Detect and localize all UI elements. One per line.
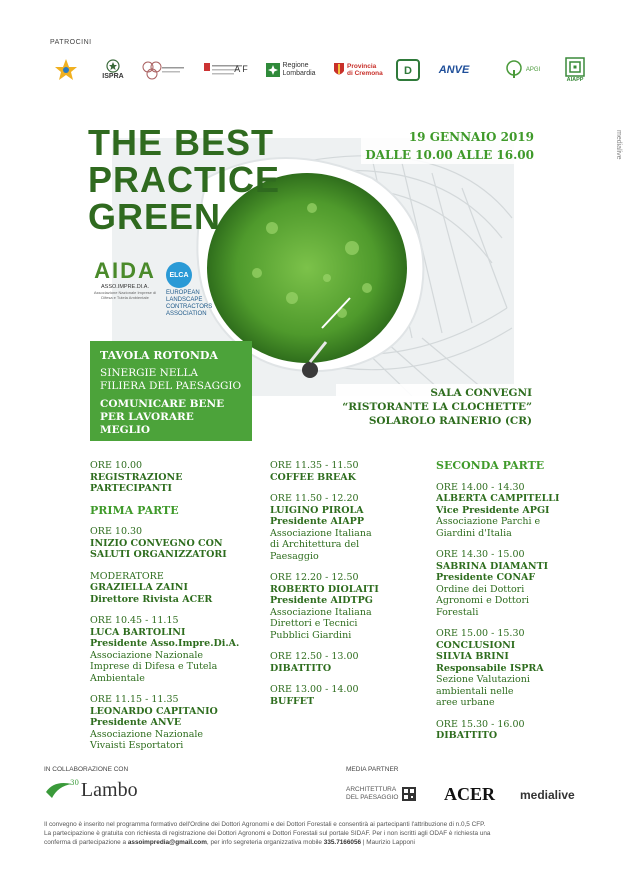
aida-sub2: Associazione Nazionale Imprese di Difesa e Tutela Ambientale [93, 290, 157, 300]
round-table-box [90, 341, 252, 441]
item-title: DIBATTITO [436, 730, 498, 741]
speaker-name: ROBERTO DIOLAITI [270, 583, 379, 595]
time: ORE 10.00 [90, 460, 143, 471]
item-title: REGISTRAZIONE PARTECIPANTI [90, 471, 183, 494]
circles-icon [140, 59, 186, 81]
provincia-text: Provincia di Cremona [347, 62, 383, 77]
aiapp-logo [562, 55, 588, 85]
speaker-role: Vice Presidente APGI [436, 504, 550, 516]
medialive-logo: medialive [520, 788, 575, 802]
ispra-text: ISPRA [102, 73, 124, 81]
speaker-org: Ordine dei Dottori Agronomi e Dottori Forestali [436, 583, 530, 618]
elca-circle [166, 262, 192, 288]
speaker-name: GRAZIELLA ZAINI [90, 582, 188, 593]
program-block [90, 460, 250, 495]
footer-line-1: Il convegno è inserito nel programma formativo dell'Ordine dei Dottori Agronomi e dei Dottori Forestali e consentirà ai partecipanti l'attribuzione di n.0,5 CFP. [44, 821, 486, 828]
speaker-org: Associazione Italiana Direttori e Tecnici Pubblici Giardini [270, 606, 372, 641]
speaker-role: Presidente AIDTPG [270, 595, 373, 606]
date-line-2: DALLE 10.00 ALLE 16.00 [365, 148, 534, 162]
venue-line-2: “RISTORANTE LA CLOCHETTE” [342, 401, 532, 413]
time: ORE 15.00 - 15.30 [436, 628, 525, 639]
maze-icon [565, 57, 585, 77]
elca-logo-text: ELCA [169, 271, 189, 279]
sinergie-text: SINERGIE NELLA FILIERA DEL PAESAGGIO [100, 367, 242, 392]
program-block [436, 482, 586, 540]
media-partner-label: MEDIA PARTNER [346, 766, 399, 773]
d-icon [396, 59, 420, 81]
speaker-org: Associazione Nazionale Imprese di Difesa e Tutela Ambientale [90, 649, 218, 684]
event-title [88, 124, 280, 235]
ispra-logo [96, 55, 130, 85]
speaker-role: Presidente Asso.Impre.Di.A. [90, 638, 240, 649]
footer-line-3b: , per info segreteria organizzativa mobile [206, 839, 324, 846]
venue [336, 384, 538, 430]
footer-line-3 [44, 838, 592, 847]
aida-logo-text: AIDA [94, 258, 156, 283]
label: MODERATORE [90, 570, 164, 582]
time: ORE 15.30 - 16.00 [436, 718, 525, 730]
section-prima-parte: PRIMA PARTE [90, 503, 179, 517]
elca-logo [166, 262, 238, 318]
speaker-name: SABRINA DIAMANTI [436, 560, 549, 572]
svg-text:D: D [404, 65, 412, 77]
speaker-role: Presidente AIAPP [270, 516, 364, 527]
arch-line-1: ARCHITETTURA [346, 786, 397, 793]
crest-icon [333, 62, 345, 78]
program-block [270, 684, 430, 707]
time: ORE 13.00 - 14.00 [270, 684, 359, 695]
speaker-role: Direttore Rivista ACER [90, 593, 213, 605]
speaker-org: Associazione Italiana di Architettura del Paesaggio [270, 527, 372, 562]
title-line-2: PRACTICE [88, 159, 281, 200]
lambo-name: Lambo [80, 778, 138, 801]
item-title: INIZIO CONVEGNO CON SALUTI ORGANIZZATORI [90, 537, 227, 560]
item-title: DIBATTITO [270, 662, 332, 674]
patrocini-label: PATROCINI [50, 39, 92, 46]
time: ORE 12.20 - 12.50 [270, 572, 359, 583]
time: ORE 11.15 - 11.35 [90, 694, 179, 705]
time: ORE 14.30 - 15.00 [436, 549, 525, 560]
program-column-2 [270, 460, 430, 717]
speaker-org: Sezione Valutazioni ambientali nelle aree urbane [436, 674, 530, 708]
tavola-rotonda: TAVOLA ROTONDA [100, 349, 218, 362]
acer-logo: ACER [444, 784, 496, 804]
footer-phone: 335.7166056 [323, 839, 362, 846]
program-block [270, 572, 430, 641]
speaker-role: Presidente ANVE [90, 717, 182, 728]
aiapp-text: AIAPP [566, 76, 584, 83]
comunicare-text: COMUNICARE BENE PER LAVORARE MEGLIO [100, 398, 225, 436]
emblem-icon [106, 59, 120, 73]
item-title: CONCLUSIONI [436, 639, 516, 651]
collab-label: IN COLLABORAZIONE CON [44, 766, 129, 773]
circles-logo [138, 55, 188, 85]
rose-icon [266, 63, 280, 77]
venue-line-1: SALA CONVEGNI [430, 387, 532, 399]
speaker-name: ALBERTA CAMPITELLI [436, 493, 560, 504]
time: ORE 14.00 - 14.30 [436, 481, 525, 493]
speaker-role: Presidente CONAF [436, 572, 536, 583]
program-block [270, 651, 430, 674]
apgi-logo [492, 55, 552, 85]
footer-line-2: La partecipazione è gratuita con richiesta di registrazione dei Dottori Agronomi e Dottori Forestali sul portale SIDAF. Per i non iscritti agli ODAF è richiesta una [44, 830, 491, 837]
lambo-num: 30 [70, 779, 79, 787]
speaker-name: LUCA BARTOLINI [90, 626, 186, 638]
program-block [270, 460, 430, 483]
program-block [90, 694, 250, 752]
regione-text: Regione Lombardia [282, 62, 316, 77]
time: ORE 10.45 - 11.15 [90, 615, 179, 626]
time: ORE 12.50 - 13.00 [270, 651, 359, 662]
footer-line-3a: conferma di partecipazione a [44, 839, 128, 846]
time: ORE 11.35 - 11.50 [270, 460, 359, 471]
provincia-cremona-logo [332, 55, 384, 85]
aida-sub1: ASSO.IMPRE.DI.A. [101, 284, 149, 290]
af-logo: A F [234, 64, 248, 75]
qr-icon [402, 787, 416, 801]
speaker-role: Responsabile ISPRA [436, 662, 544, 674]
venue-line-3: SOLAROLO RAINERIO (CR) [368, 415, 532, 427]
program-column-3 [436, 460, 586, 752]
section-seconda-parte: SECONDA PARTE [436, 459, 545, 472]
speaker-org: Associazione Nazionale Vivaisti Esportatori [90, 728, 204, 751]
item-title: BUFFET [270, 695, 315, 707]
time: ORE 11.50 - 12.20 [270, 493, 359, 504]
title-line-3: GREEN [88, 196, 222, 237]
side-label: medialive [615, 130, 622, 160]
apgi-text: APGI [525, 66, 541, 73]
program-block [90, 615, 250, 684]
speaker-name: LEONARDO CAPITANIO [90, 705, 218, 717]
time: ORE 10.30 [90, 526, 143, 537]
star-icon [53, 57, 79, 83]
speaker-name: LUIGINO PIROLA [270, 504, 364, 516]
title-line-1: THE BEST [88, 122, 275, 163]
speaker-name: SILVIA BRINI [436, 651, 509, 662]
date-line-1: 19 GENNAIO 2019 [408, 130, 534, 144]
d-logo [394, 55, 422, 85]
program-block [436, 549, 586, 618]
program-block [436, 719, 586, 742]
footer-line-3c: | Maurizio Lapponi [361, 839, 415, 846]
speaker-org: Associazione Parchi e Giardini d'Italia [436, 516, 541, 539]
lambo-logo [44, 778, 138, 802]
program-block [436, 628, 586, 709]
star-logo [50, 55, 82, 85]
program-column-1 [90, 460, 250, 762]
footer-email: assoimpredia@gmail.com [127, 839, 207, 846]
footer-notes [44, 820, 592, 847]
anve-text: ANVE [438, 63, 470, 76]
arch-line-2: DEL PAESAGGIO [346, 794, 399, 801]
elca-text: EUROPEAN LANDSCAPE CONTRACTORS ASSOCIATION [166, 290, 213, 317]
program-block [270, 493, 430, 562]
aida-logo [92, 258, 158, 300]
architettura-logo [346, 786, 416, 802]
anve-logo [428, 55, 480, 85]
program-block [90, 571, 250, 606]
item-title: COFFEE BREAK [270, 471, 356, 483]
tree-icon [504, 60, 524, 80]
program-block [90, 526, 250, 561]
event-date [361, 128, 538, 164]
regione-lombardia-logo [263, 55, 325, 85]
